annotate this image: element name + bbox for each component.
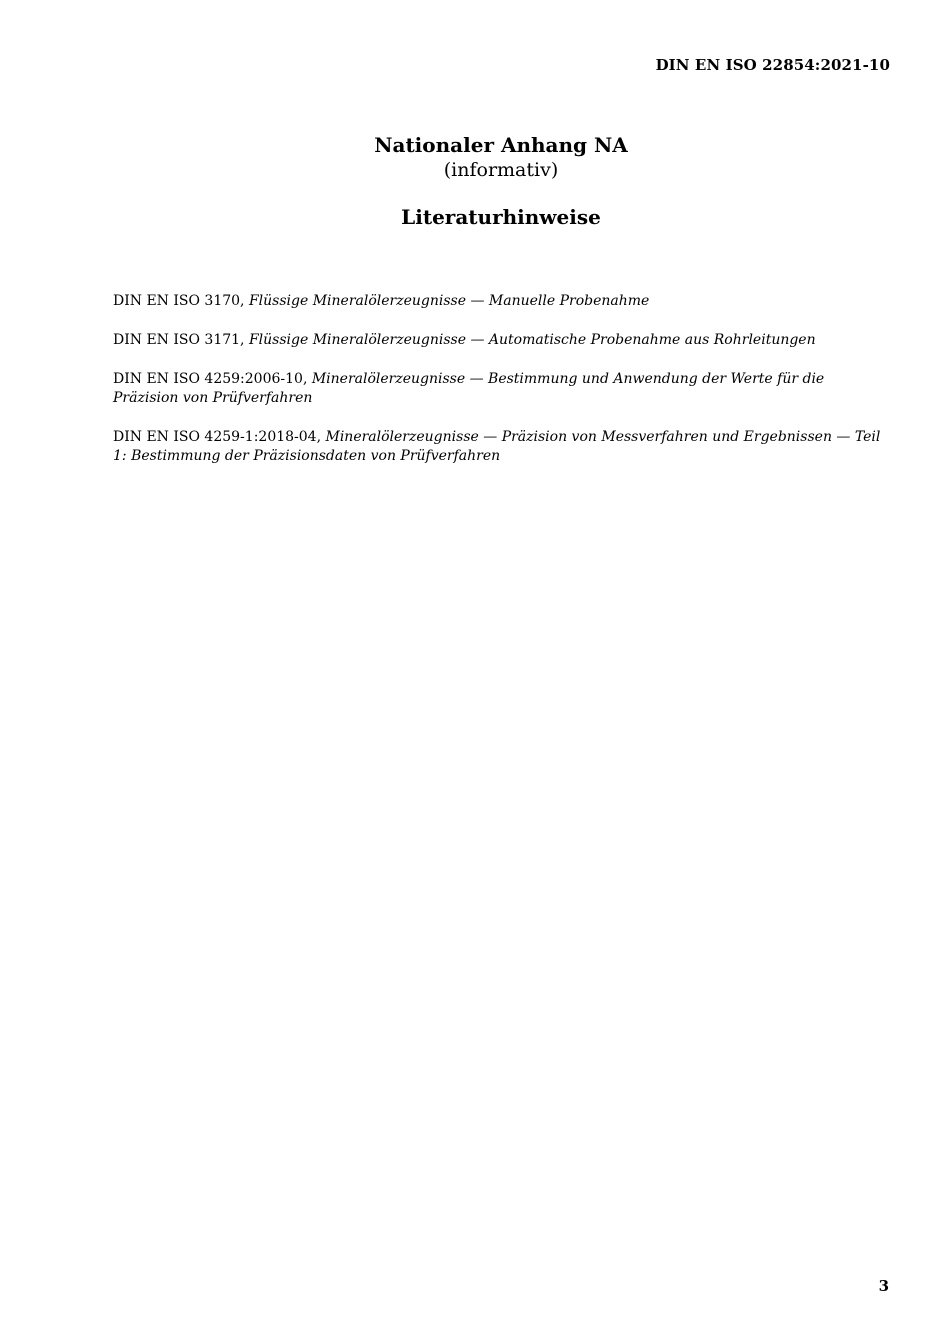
reference-title: Mineralölerzeugnisse — Bestimmung und Anwendung der Werte für die Präzision von Prüfverfahren bbox=[113, 371, 825, 406]
reference-list bbox=[113, 292, 888, 486]
reference-code: DIN EN ISO 3171, bbox=[113, 332, 249, 348]
page-number: 3 bbox=[878, 1277, 889, 1295]
reference-title: Mineralölerzeugnisse — Präzision von Messverfahren und Ergebnissen — Teil 1: Bestimmung der Präzisionsdaten von Prüfverfahren bbox=[113, 429, 881, 464]
document-id: DIN EN ISO 22854:2021-10 bbox=[655, 56, 890, 74]
annex-subtitle: (informativ) bbox=[443, 159, 559, 181]
reference-code: DIN EN ISO 3170, bbox=[113, 293, 249, 309]
reference-item bbox=[113, 428, 888, 466]
reference-code: DIN EN ISO 4259-1:2018-04, bbox=[113, 429, 326, 445]
reference-code: DIN EN ISO 4259:2006-10, bbox=[113, 371, 312, 387]
reference-item bbox=[113, 331, 888, 350]
bibliography-title: Literaturhinweise bbox=[401, 205, 601, 229]
reference-title: Flüssige Mineralölerzeugnisse — Automatische Probenahme aus Rohrleitungen bbox=[248, 332, 816, 348]
annex-heading bbox=[0, 132, 950, 230]
reference-item bbox=[113, 370, 888, 408]
reference-title: Flüssige Mineralölerzeugnisse — Manuelle Probenahme bbox=[248, 293, 650, 309]
annex-title: Nationaler Anhang NA bbox=[374, 133, 628, 157]
reference-item bbox=[113, 292, 888, 311]
